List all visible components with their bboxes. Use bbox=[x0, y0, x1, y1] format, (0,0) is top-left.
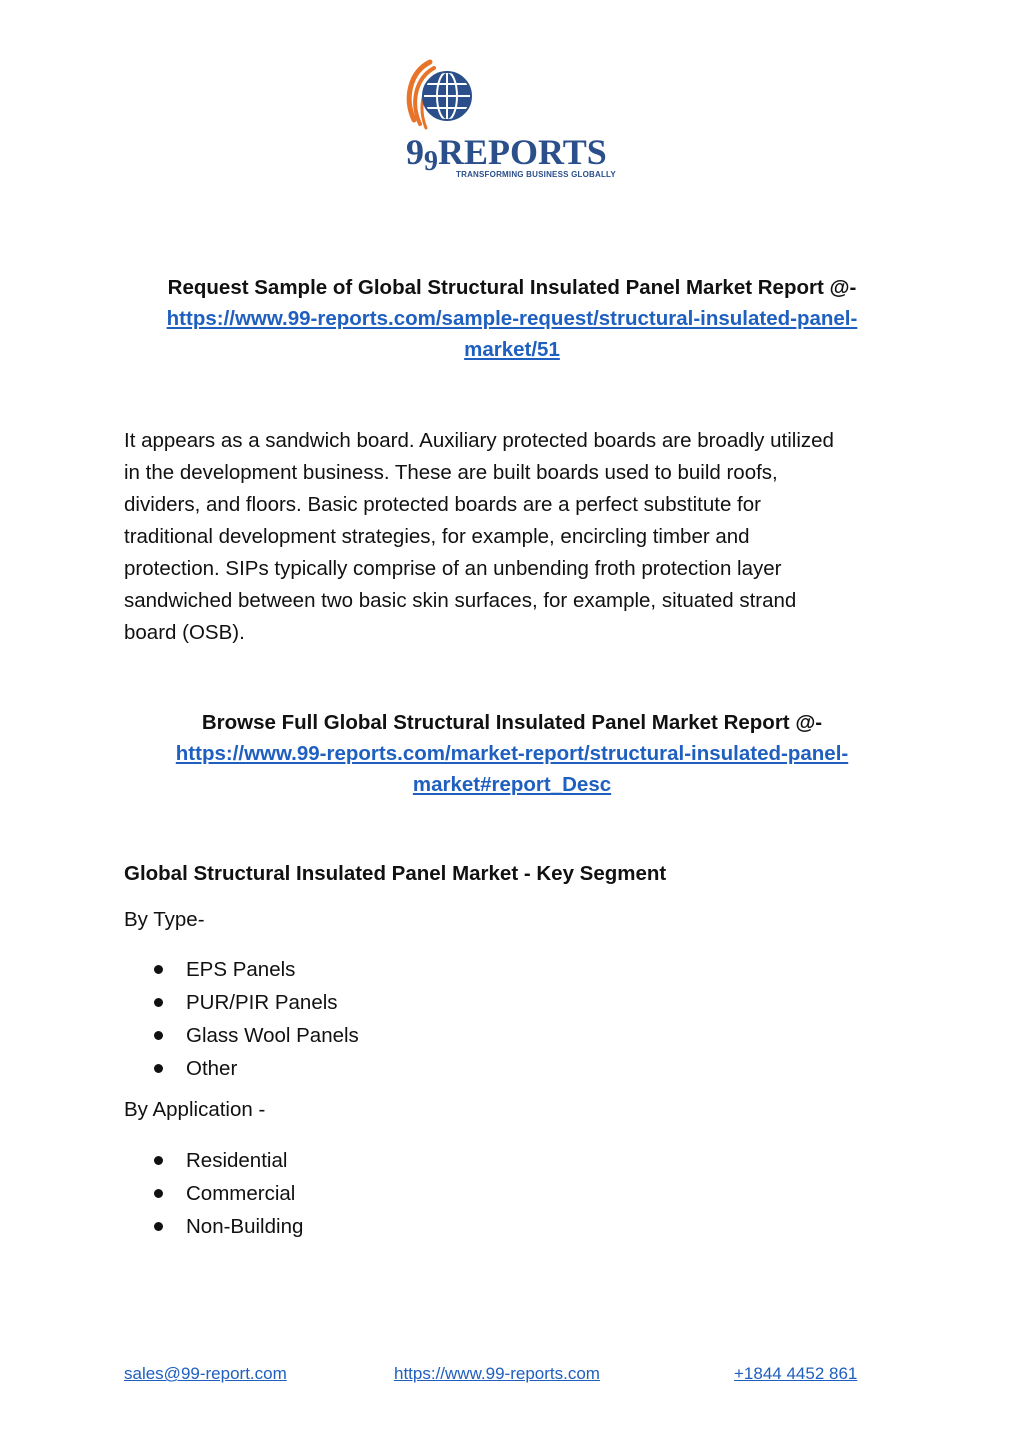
bullet-icon bbox=[154, 998, 163, 1007]
footer-email-link[interactable]: sales@99-report.com bbox=[124, 1364, 287, 1383]
request-sample-link-line1[interactable]: https://www.99-reports.com/sample-request/structural-insulated-panel- bbox=[166, 307, 858, 330]
list-item: Residential bbox=[154, 1144, 303, 1177]
browse-full-heading: Browse Full Global Structural Insulated Panel Market Report @- bbox=[201, 711, 823, 734]
list-item: Commercial bbox=[154, 1177, 303, 1210]
description-line: dividers, and floors. Basic protected boards are a perfect substitute for bbox=[124, 493, 761, 516]
browse-full-block bbox=[124, 707, 900, 800]
description-line: in the development business. These are built boards used to build roofs, bbox=[124, 461, 778, 484]
list-item: Glass Wool Panels bbox=[154, 1019, 359, 1052]
by-type-label: By Type- bbox=[124, 908, 205, 931]
bullet-icon bbox=[154, 1189, 163, 1198]
request-sample-link-line2[interactable]: market/51 bbox=[464, 338, 560, 361]
bullet-icon bbox=[154, 1031, 163, 1040]
bullet-icon bbox=[154, 965, 163, 974]
logo-wordmark: 99REPORTS bbox=[406, 132, 607, 177]
by-application-label: By Application - bbox=[124, 1098, 266, 1121]
description-paragraph bbox=[124, 425, 904, 649]
key-segment-title: Global Structural Insulated Panel Market - Key Segment bbox=[124, 862, 667, 885]
description-line: traditional development strategies, for example, encircling timber and bbox=[124, 525, 750, 548]
footer-website-link[interactable]: https://www.99-reports.com bbox=[394, 1364, 600, 1383]
globe-icon bbox=[400, 58, 630, 138]
logo-tagline: TRANSFORMING BUSINESS GLOBALLY bbox=[456, 170, 616, 179]
description-line: protection. SIPs typically comprise of an unbending froth protection layer bbox=[124, 557, 782, 580]
list-item: Other bbox=[154, 1052, 359, 1085]
browse-full-link-line2[interactable]: market#report_Desc bbox=[412, 773, 612, 796]
footer-phone bbox=[734, 1364, 857, 1384]
footer-website bbox=[394, 1364, 600, 1384]
list-item: EPS Panels bbox=[154, 953, 359, 986]
description-line: board (OSB). bbox=[124, 621, 245, 644]
list-item: Non-Building bbox=[154, 1210, 303, 1243]
footer-email bbox=[124, 1364, 287, 1384]
browse-full-link-line1[interactable]: https://www.99-reports.com/market-report/structural-insulated-panel- bbox=[175, 742, 849, 765]
list-item: PUR/PIR Panels bbox=[154, 986, 359, 1019]
request-sample-heading: Request Sample of Global Structural Insulated Panel Market Report @- bbox=[167, 276, 857, 299]
application-list bbox=[154, 1144, 303, 1243]
bullet-icon bbox=[154, 1064, 163, 1073]
bullet-icon bbox=[154, 1222, 163, 1231]
company-logo bbox=[400, 58, 630, 188]
description-line: sandwiched between two basic skin surfaces, for example, situated strand bbox=[124, 589, 797, 612]
request-sample-block bbox=[124, 272, 900, 365]
bullet-icon bbox=[154, 1156, 163, 1165]
description-line: It appears as a sandwich board. Auxiliary protected boards are broadly utilized bbox=[124, 429, 834, 452]
type-list bbox=[154, 953, 359, 1085]
footer-phone-link[interactable]: +1844 4452 861 bbox=[734, 1364, 858, 1383]
